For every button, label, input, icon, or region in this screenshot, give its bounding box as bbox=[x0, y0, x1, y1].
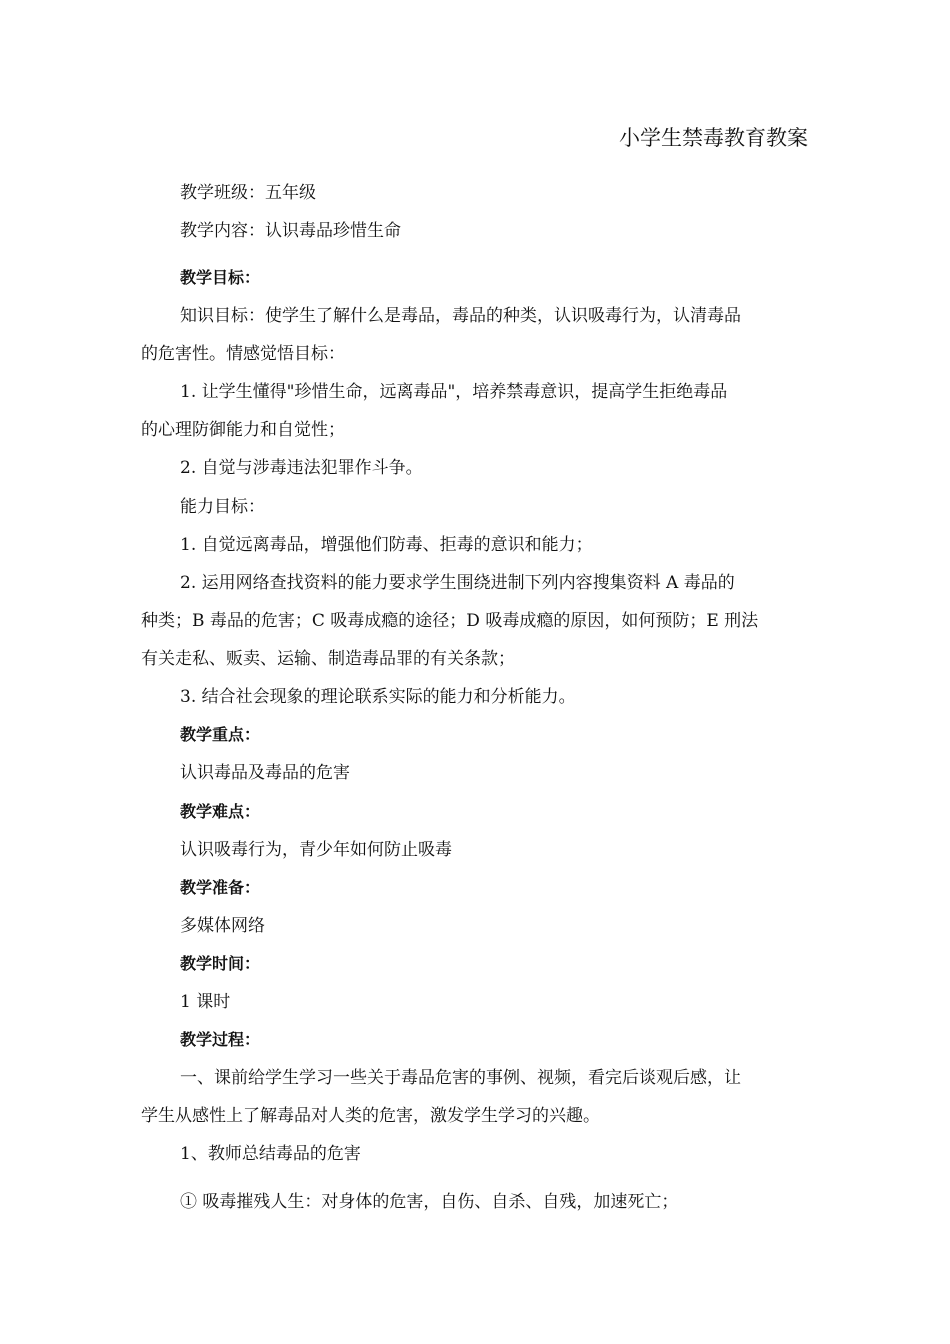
time-heading: 教学时间： bbox=[180, 954, 261, 973]
ability-heading: 能力目标： bbox=[180, 497, 265, 517]
summary-heading: 1、教师总结毒品的危害 bbox=[180, 1144, 361, 1164]
ability-item-2-line-2: 种类；B 毒品的危害；C 吸毒成瘾的途径；D 吸毒成瘾的原因，如何预防；E 刑法 bbox=[141, 611, 759, 631]
prep-heading: 教学准备： bbox=[180, 878, 261, 897]
goal-knowledge-line-1: 知识目标：使学生了解什么是毒品，毒品的种类，认识吸毒行为，认清毒品 bbox=[180, 306, 741, 326]
content-line: 教学内容：认识毒品珍惜生命 bbox=[180, 221, 401, 241]
ability-item-2-line-1: 2. 运用网络查找资料的能力要求学生围绕进制下列内容搜集资料 A 毒品的 bbox=[180, 573, 735, 593]
ability-item-3: 3. 结合社会现象的理论联系实际的能力和分析能力。 bbox=[180, 687, 576, 707]
difficult-text: 认识吸毒行为，青少年如何防止吸毒 bbox=[180, 840, 452, 860]
time-text: 1 课时 bbox=[180, 992, 231, 1012]
class-line: 教学班级：五年级 bbox=[180, 183, 316, 203]
emotion-item-1-line-1: 1. 让学生懂得"珍惜生命，远离毒品"，培养禁毒意识，提高学生拒绝毒品 bbox=[180, 382, 728, 402]
document-title: 小学生禁毒教育教案 bbox=[619, 126, 808, 150]
emotion-item-1-line-2: 的心理防御能力和自觉性； bbox=[141, 420, 345, 440]
difficult-heading: 教学难点： bbox=[180, 802, 261, 821]
process-step-1-line-1: 一、课前给学生学习一些关于毒品危害的事例、视频，看完后谈观后感，让 bbox=[180, 1068, 741, 1088]
process-step-1-line-2: 学生从感性上了解毒品对人类的危害，激发学生学习的兴趣。 bbox=[141, 1106, 600, 1126]
prep-text: 多媒体网络 bbox=[180, 916, 265, 936]
ability-item-2-line-3: 有关走私、贩卖、运输、制造毒品罪的有关条款； bbox=[141, 649, 515, 669]
goal-knowledge-line-2: 的危害性。情感觉悟目标： bbox=[141, 344, 345, 364]
harm-item-1: ① 吸毒摧残人生：对身体的危害，自伤、自杀、自残，加速死亡； bbox=[180, 1192, 679, 1212]
ability-item-1: 1. 自觉远离毒品，增强他们防毒、拒毒的意识和能力； bbox=[180, 535, 593, 555]
emotion-item-2: 2. 自觉与涉毒违法犯罪作斗争。 bbox=[180, 458, 423, 478]
goal-heading: 教学目标： bbox=[180, 268, 261, 287]
key-text: 认识毒品及毒品的危害 bbox=[180, 763, 350, 783]
process-heading: 教学过程： bbox=[180, 1030, 261, 1049]
key-heading: 教学重点： bbox=[180, 725, 261, 744]
